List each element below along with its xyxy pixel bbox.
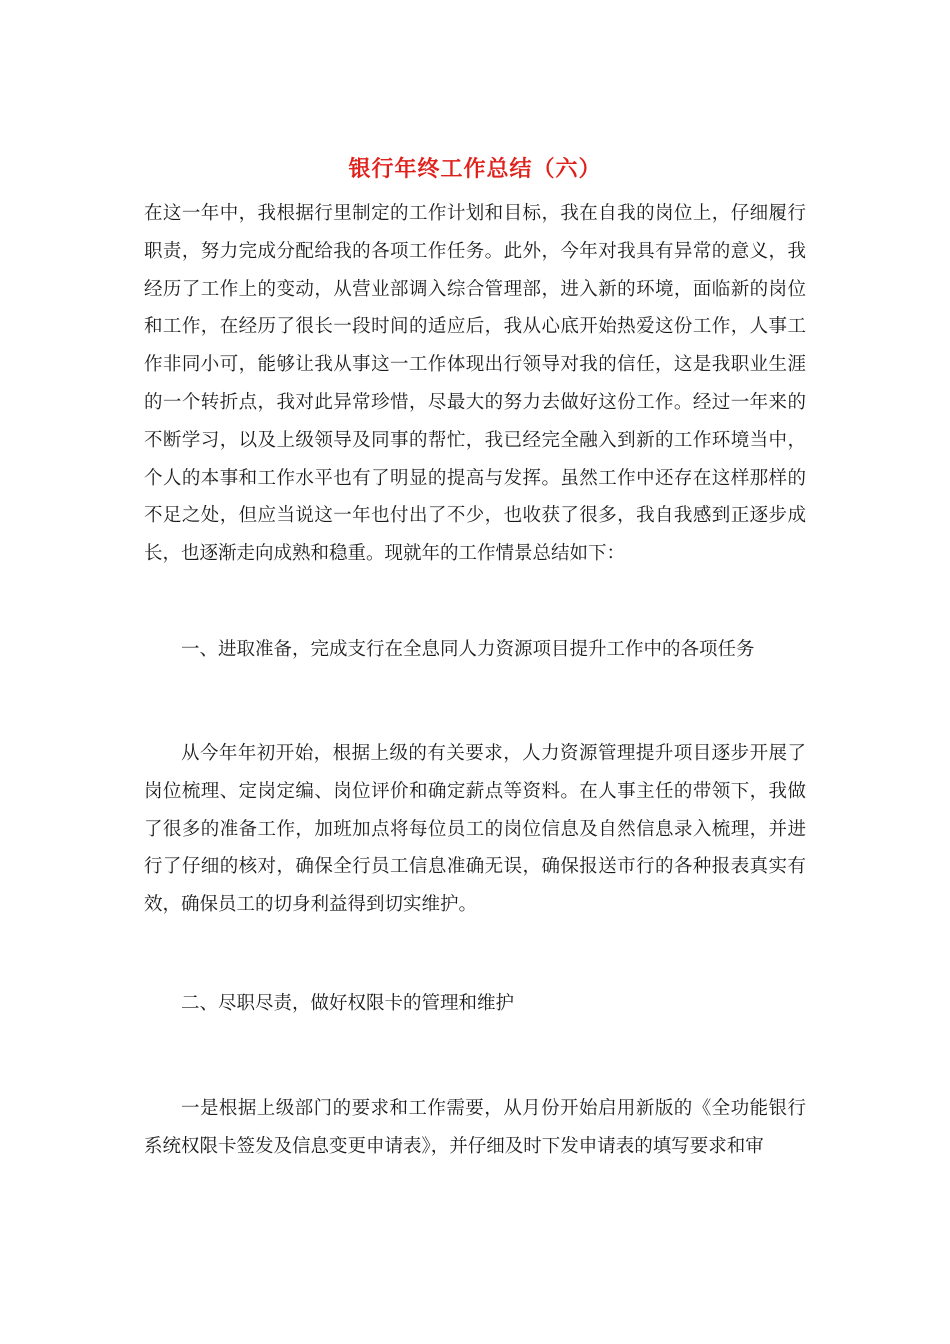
- document-title: 银行年终工作总结（六）: [348, 156, 602, 182]
- section-1-paragraph: 从今年年初开始，根据上级的有关要求，人力资源管理提升项目逐步开展了岗位梳理、定岗定编、岗位评价和确定薪点等资料。在人事主任的带领下，我做了很多的准备工作，加班加点将每位员工的岗位信息及自然信息录入梳理，并进行了仔细的核对，确保全行员工信息准确无误，确保报送市行的各种报表真实有效，确保员工的切身利益得到切实维护。: [144, 743, 806, 916]
- section-2-heading: 二、尽职尽责，做好权限卡的管理和维护: [181, 993, 515, 1014]
- section-1-heading: 一、进取准备，完成支行在全息同人力资源项目提升工作中的各项任务: [181, 639, 755, 660]
- section-2-paragraph: 一是根据上级部门的要求和工作需要，从月份开始启用新版的《全功能银行系统权限卡签发及信息变更申请表》，并仔细及时下发申请表的填写要求和审: [144, 1098, 806, 1157]
- intro-paragraph: 在这一年中，我根据行里制定的工作计划和目标，我在自我的岗位上，仔细履行职责，努力完成分配给我的各项工作任务。此外，今年对我具有异常的意义，我经历了工作上的变动，从营业部调入综合管理部，进入新的环境，面临新的岗位和工作，在经历了很长一段时间的适应后，我从心底开始热爱这份工作，人事工作非同小可，能够让我从事这一工作体现出行领导对我的信任，这是我职业生涯的一个转折点，我对此异常珍惜，尽最大的努力去做好这份工作。经过一年来的不断学习，以及上级领导及同事的帮忙，我已经完全融入到新的工作环境当中，个人的本事和工作水平也有了明显的提高与发挥。虽然工作中还存在这样那样的不足之处，但应当说这一年也付出了不少，也收获了很多，我自我感到正逐步成长，也逐渐走向成熟和稳重。现就年的工作情景总结如下：: [144, 203, 806, 565]
